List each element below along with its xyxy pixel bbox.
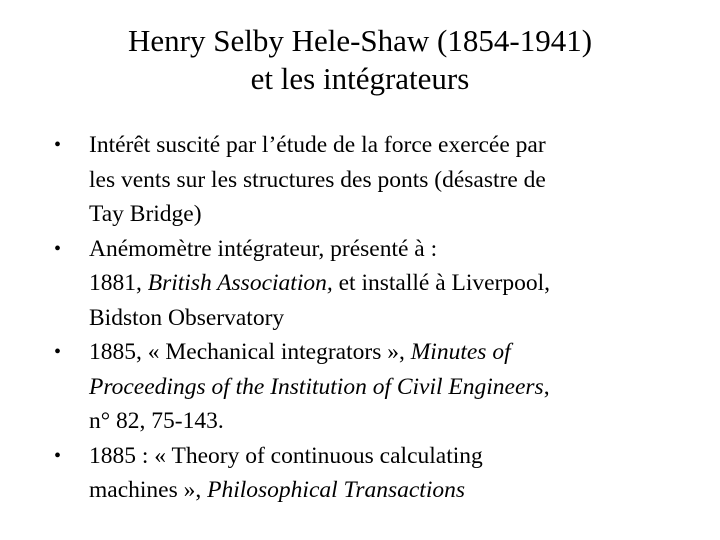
slide-title: [60, 22, 660, 98]
bullet-3-article: 1885, « Mechanical integrators »,: [89, 339, 411, 365]
bullet-icon: •: [54, 237, 62, 260]
bullet-3-journal-rest: Proceedings of the Institution of Civil Engineers: [89, 373, 544, 400]
title-line-1: Henry Selby Hele-Shaw (1854-1941): [127, 23, 593, 58]
title-line-2: et les intégrateurs: [250, 61, 470, 96]
bullet-3-line-1: [89, 335, 694, 370]
bullet-1-line-3: Tay Bridge): [89, 201, 202, 227]
bullet-icon: •: [54, 444, 62, 467]
bullet-1-line-2: les vents sur les structures des ponts (désastre de: [89, 166, 546, 193]
bullet-4-line-1: 1885 : « Theory of continuous calculating: [89, 442, 483, 469]
bullet-2-line-2: [89, 266, 694, 301]
bullet-4-line-2: [89, 473, 694, 508]
bullet-3-journal-start: Minutes of: [410, 339, 511, 365]
bullet-item-2: [54, 232, 694, 336]
bullet-3-comma: ,: [543, 373, 550, 400]
bullet-2-location: et installé à Liverpool,: [332, 270, 551, 296]
bullet-icon: •: [54, 341, 62, 363]
bullet-list: [54, 128, 694, 508]
bullet-item-3: [54, 335, 694, 439]
bullet-3-line-2: [89, 370, 694, 405]
bullet-4-article-end: machines »,: [89, 477, 208, 503]
bullet-2-year: 1881,: [89, 270, 148, 296]
bullet-icon: •: [54, 134, 62, 156]
bullet-4-journal: Philosophical Transactions: [207, 477, 465, 503]
bullet-1-line-1: Intérêt suscité par l’étude de la force exercée par: [89, 132, 546, 158]
bullet-item-1: [54, 128, 694, 232]
bullet-2-line-1: Anémomètre intégrateur, présenté à :: [89, 235, 438, 262]
bullet-3-line-3: n° 82, 75-143.: [89, 408, 224, 434]
bullet-2-venue: British Association,: [147, 270, 333, 296]
bullet-2-line-3: Bidston Observatory: [89, 304, 285, 331]
bullet-item-4: [54, 439, 694, 508]
